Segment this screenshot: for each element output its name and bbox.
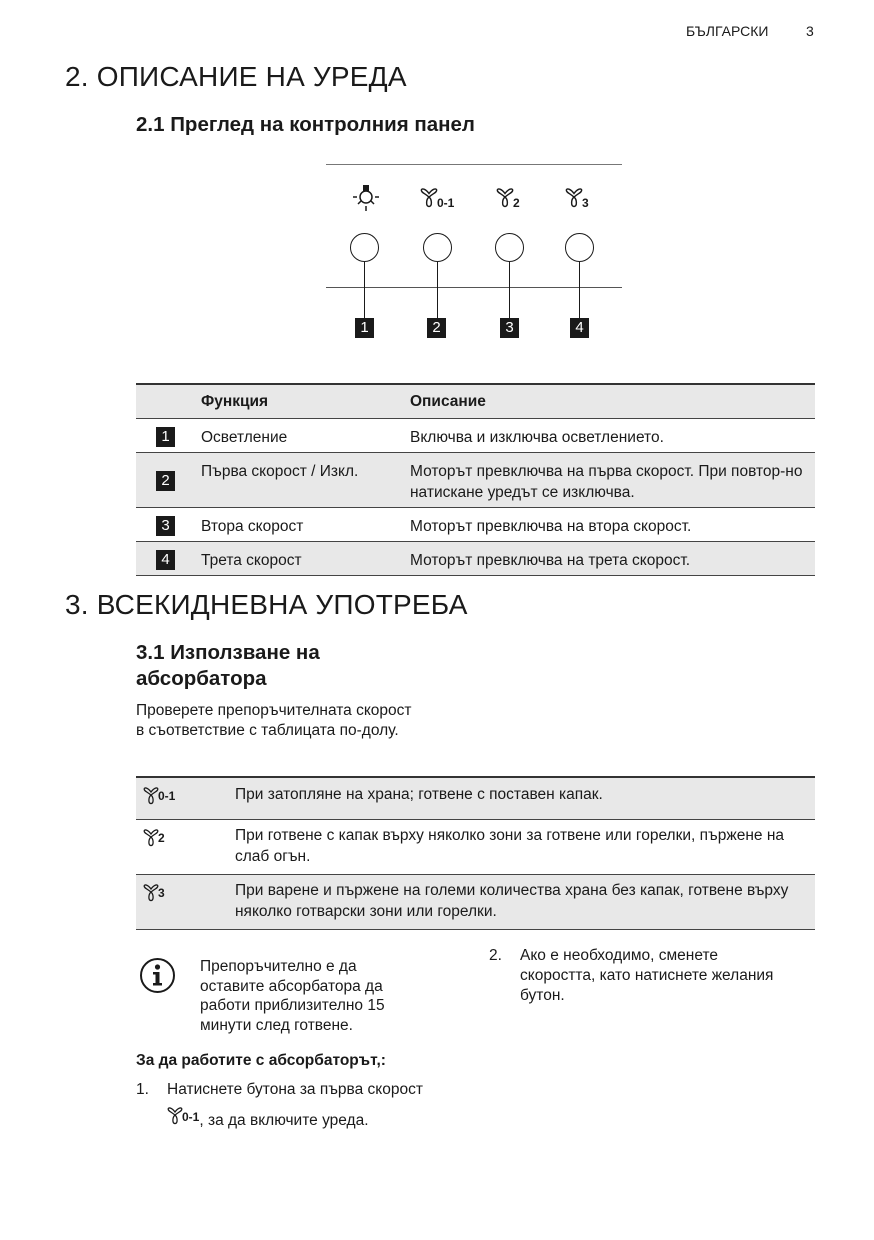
step-2-number: 2. (489, 947, 502, 964)
speed-0-1-button[interactable] (423, 233, 452, 262)
table-row: 0-1 При затопляне на храна; готвене с поставен капак. (136, 777, 815, 819)
table-row: 3 При варене и пържене на големи количества храна без капак, готвене върху няколко готварски зони или горелки. (136, 874, 815, 929)
fan-speed-0-1-icon: 0-1 (420, 188, 454, 208)
header-description: Описание (401, 384, 815, 418)
page-number: 3 (806, 23, 814, 39)
section-2-1-title: 2.1 Преглед на контролния панел (136, 113, 475, 136)
header-language: БЪЛГАРСКИ (686, 23, 769, 39)
intro-text: Проверете препоръчителната скорост в съответствие с таблицата по-долу. (136, 702, 412, 739)
light-button[interactable] (350, 233, 379, 262)
speed-3-button[interactable] (565, 233, 594, 262)
section-3-1-title: 3.1 Използване на абсорбатора (136, 641, 320, 690)
info-icon (139, 957, 176, 994)
table-row: 3 Втора скорост Моторът превключва на втора скорост. (136, 507, 815, 541)
speed-table (136, 776, 815, 930)
header-function: Функция (190, 384, 401, 418)
control-panel-diagram (326, 164, 622, 364)
info-note: Препоръчително е да оставите абсорбатора да работи приблизително 15 минути след готвене. (200, 958, 385, 1034)
fan-speed-2-icon: 2 (496, 188, 520, 208)
section-3-title: 3. ВСЕКИДНЕВНА УПОТРЕБА (65, 589, 468, 620)
section-2-title: 2. ОПИСАНИЕ НА УРЕДА (65, 61, 407, 92)
step-2-text: Ако е необходимо, сменете скоростта, като натиснете желания бутон. (520, 947, 774, 1004)
steps-title: За да работите с абсорбаторът,: (136, 1052, 386, 1069)
light-icon (352, 185, 380, 213)
table-row: 4 Трета скорост Моторът превключва на трета скорост. (136, 541, 815, 575)
speed-2-button[interactable] (495, 233, 524, 262)
table-row: 1 Осветление Включва и изключва осветлението. (136, 418, 815, 452)
table-row: 2 При готвене с капак върху няколко зони за готвене или горелки, пържене на слаб огън. (136, 819, 815, 874)
callout-2: 2 (427, 318, 446, 338)
fan-speed-3-icon: 3 (143, 883, 165, 902)
step-1-text: Натиснете бутона за първа скорост 0-1 , за да включите уреда. (167, 1081, 423, 1129)
functions-table (136, 383, 815, 576)
callout-3: 3 (500, 318, 519, 338)
fan-speed-0-1-icon: 0-1 (167, 1107, 199, 1125)
step-1-number: 1. (136, 1081, 149, 1098)
callout-1: 1 (355, 318, 374, 338)
table-row: 2 Първа скорост / Изкл. Моторът превключва на първа скорост. При повтор-но натискане уредът се изключва. (136, 452, 815, 507)
fan-speed-2-icon: 2 (143, 828, 165, 847)
fan-speed-3-icon: 3 (565, 188, 589, 208)
callout-4: 4 (570, 318, 589, 338)
fan-speed-0-1-icon: 0-1 (143, 786, 175, 805)
